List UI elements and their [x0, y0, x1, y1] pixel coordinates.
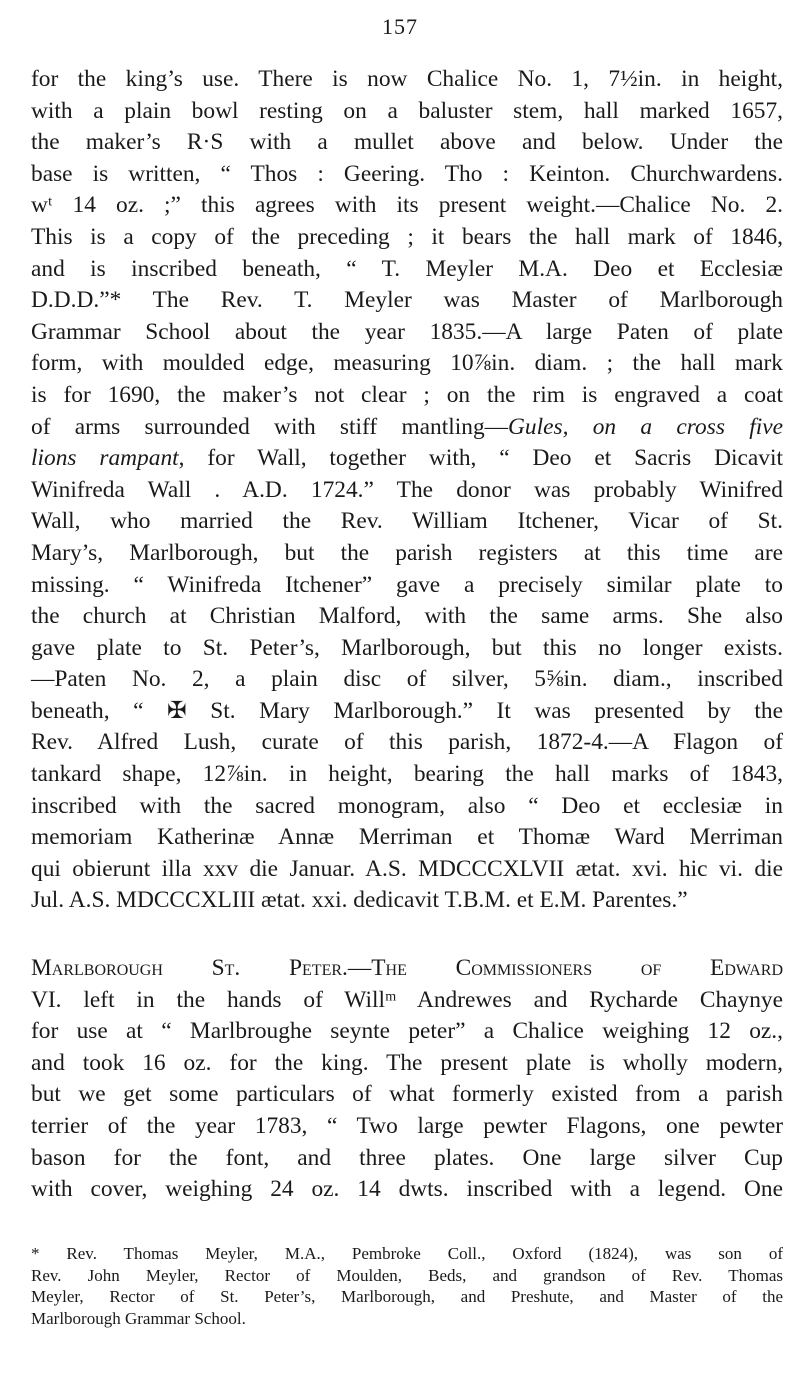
footnote-line: * Rev. Thomas Meyler, M.A., Pembroke Coll., Oxford (1824), was son of — [31, 1244, 783, 1263]
page-number: 157 — [382, 14, 418, 39]
text-line: the maker’s R·S with a mullet above and below. Under the — [31, 129, 783, 156]
text-line: and is inscribed beneath, “ T. Meyler M.A. Deo et Ecclesiæ — [31, 255, 783, 282]
text-line: Mary’s, Marlborough, but the parish registers at this time are — [31, 539, 783, 566]
text-line: form, with moulded edge, measuring 10⅞in. diam. ; the hall mark — [31, 350, 783, 377]
text-line: base is written, “ Thos : Geering. Tho : Keinton. Churchwardens. — [31, 160, 783, 187]
text-line — [31, 412, 783, 444]
text-line: Winifreda Wall . A.D. 1724.” The donor was probably Winifred — [31, 476, 783, 503]
text-line: with cover, weighing 24 oz. 14 dwts. inscribed with a legend. One — [31, 1176, 783, 1203]
paragraph-church-plate-st-mary — [31, 64, 783, 917]
text-line: qui obierunt illa xxv die Januar. A.S. MDCCCXLVII ætat. xvi. hic vi. die — [31, 855, 783, 882]
text-segment: of arms surrounded with stiff mantling— — [31, 413, 509, 440]
text-line: Jul. A.S. MDCCCXLIII ætat. xxi. dedicavit T.B.M. et E.M. Parentes.” — [31, 887, 688, 914]
text-line: —Paten No. 2, a plain disc of silver, 5⅝in. diam., inscribed — [31, 666, 783, 693]
heraldic-blazon-cont: lions rampant — [31, 445, 179, 472]
footnote-line: Rev. John Meyler, Rector of Moulden, Beds, and grandson of Rev. Thomas — [31, 1265, 783, 1285]
text-line — [31, 443, 783, 475]
text-line: memoriam Katherinæ Annæ Merriman et Thomæ Ward Merriman — [31, 824, 783, 851]
text-line: gave plate to St. Peter’s, Marlborough, but this no longer exists. — [31, 634, 783, 661]
paragraph-marlborough-st-peter — [31, 953, 783, 1206]
text-line: the church at Christian Malford, with the same arms. She also — [31, 603, 783, 630]
text-line: with a plain bowl resting on a baluster stem, hall marked 1657, — [31, 97, 783, 124]
footnote — [31, 1243, 783, 1329]
text-line: for the king’s use. There is now Chalice No. 1, 7½in. in height, — [31, 66, 783, 92]
text-line: bason for the font, and three plates. One large silver Cup — [31, 1144, 783, 1171]
text-line: Grammar School about the year 1835.—A large Paten of plate — [31, 318, 783, 345]
text-line: This is a copy of the preceding ; it bears the hall mark of 1846, — [31, 223, 783, 250]
text-line: and took 16 oz. for the king. The present plate is wholly modern, — [31, 1049, 783, 1076]
text-line: D.D.D.”* The Rev. T. Meyler was Master of Marlborough — [31, 287, 783, 314]
text-line: but we get some particulars of what formerly existed from a parish — [31, 1081, 783, 1108]
footnote-line: Marlborough Grammar School. — [31, 1308, 246, 1328]
text-line: inscribed with the sacred monogram, also “ Deo et ecclesiæ in — [31, 792, 783, 819]
text-line: for use at “ Marlbroughe seynte peter” a Chalice weighing 12 oz., — [31, 1018, 783, 1045]
text-line: VI. left in the hands of Willᵐ Andrewes and Rycharde Chaynye — [31, 986, 783, 1013]
text-segment: , for Wall, together with, “ Deo et Sacris Dicavit — [178, 445, 783, 472]
text-line: is for 1690, the maker’s not clear ; on the rim is engraved a coat — [31, 381, 783, 408]
text-line: missing. “ Winifreda Itchener” gave a precisely similar plate to — [31, 571, 783, 598]
text-line: Rev. Alfred Lush, curate of this parish, 1872-4.—A Flagon of — [31, 729, 783, 756]
footnote-line: Meyler, Rector of St. Peter’s, Marlborough, and Preshute, and Master of the — [31, 1287, 783, 1307]
heraldic-blazon: Gules, on a cross five — [508, 413, 783, 440]
text-line: Marlborough St. Peter.—The Commissioners of Edward — [31, 955, 783, 981]
text-line: terrier of the year 1783, “ Two large pewter Flagons, one pewter — [31, 1112, 783, 1139]
text-line: beneath, “ ✠ St. Mary Marlborough.” It was presented by the — [31, 697, 783, 724]
text-line: tankard shape, 12⅞in. in height, bearing the hall marks of 1843, — [31, 761, 783, 788]
text-line: wᵗ 14 oz. ;” this agrees with its present weight.—Chalice No. 2. — [31, 192, 783, 219]
text-line: Wall, who married the Rev. William Itchener, Vicar of St. — [31, 508, 783, 535]
